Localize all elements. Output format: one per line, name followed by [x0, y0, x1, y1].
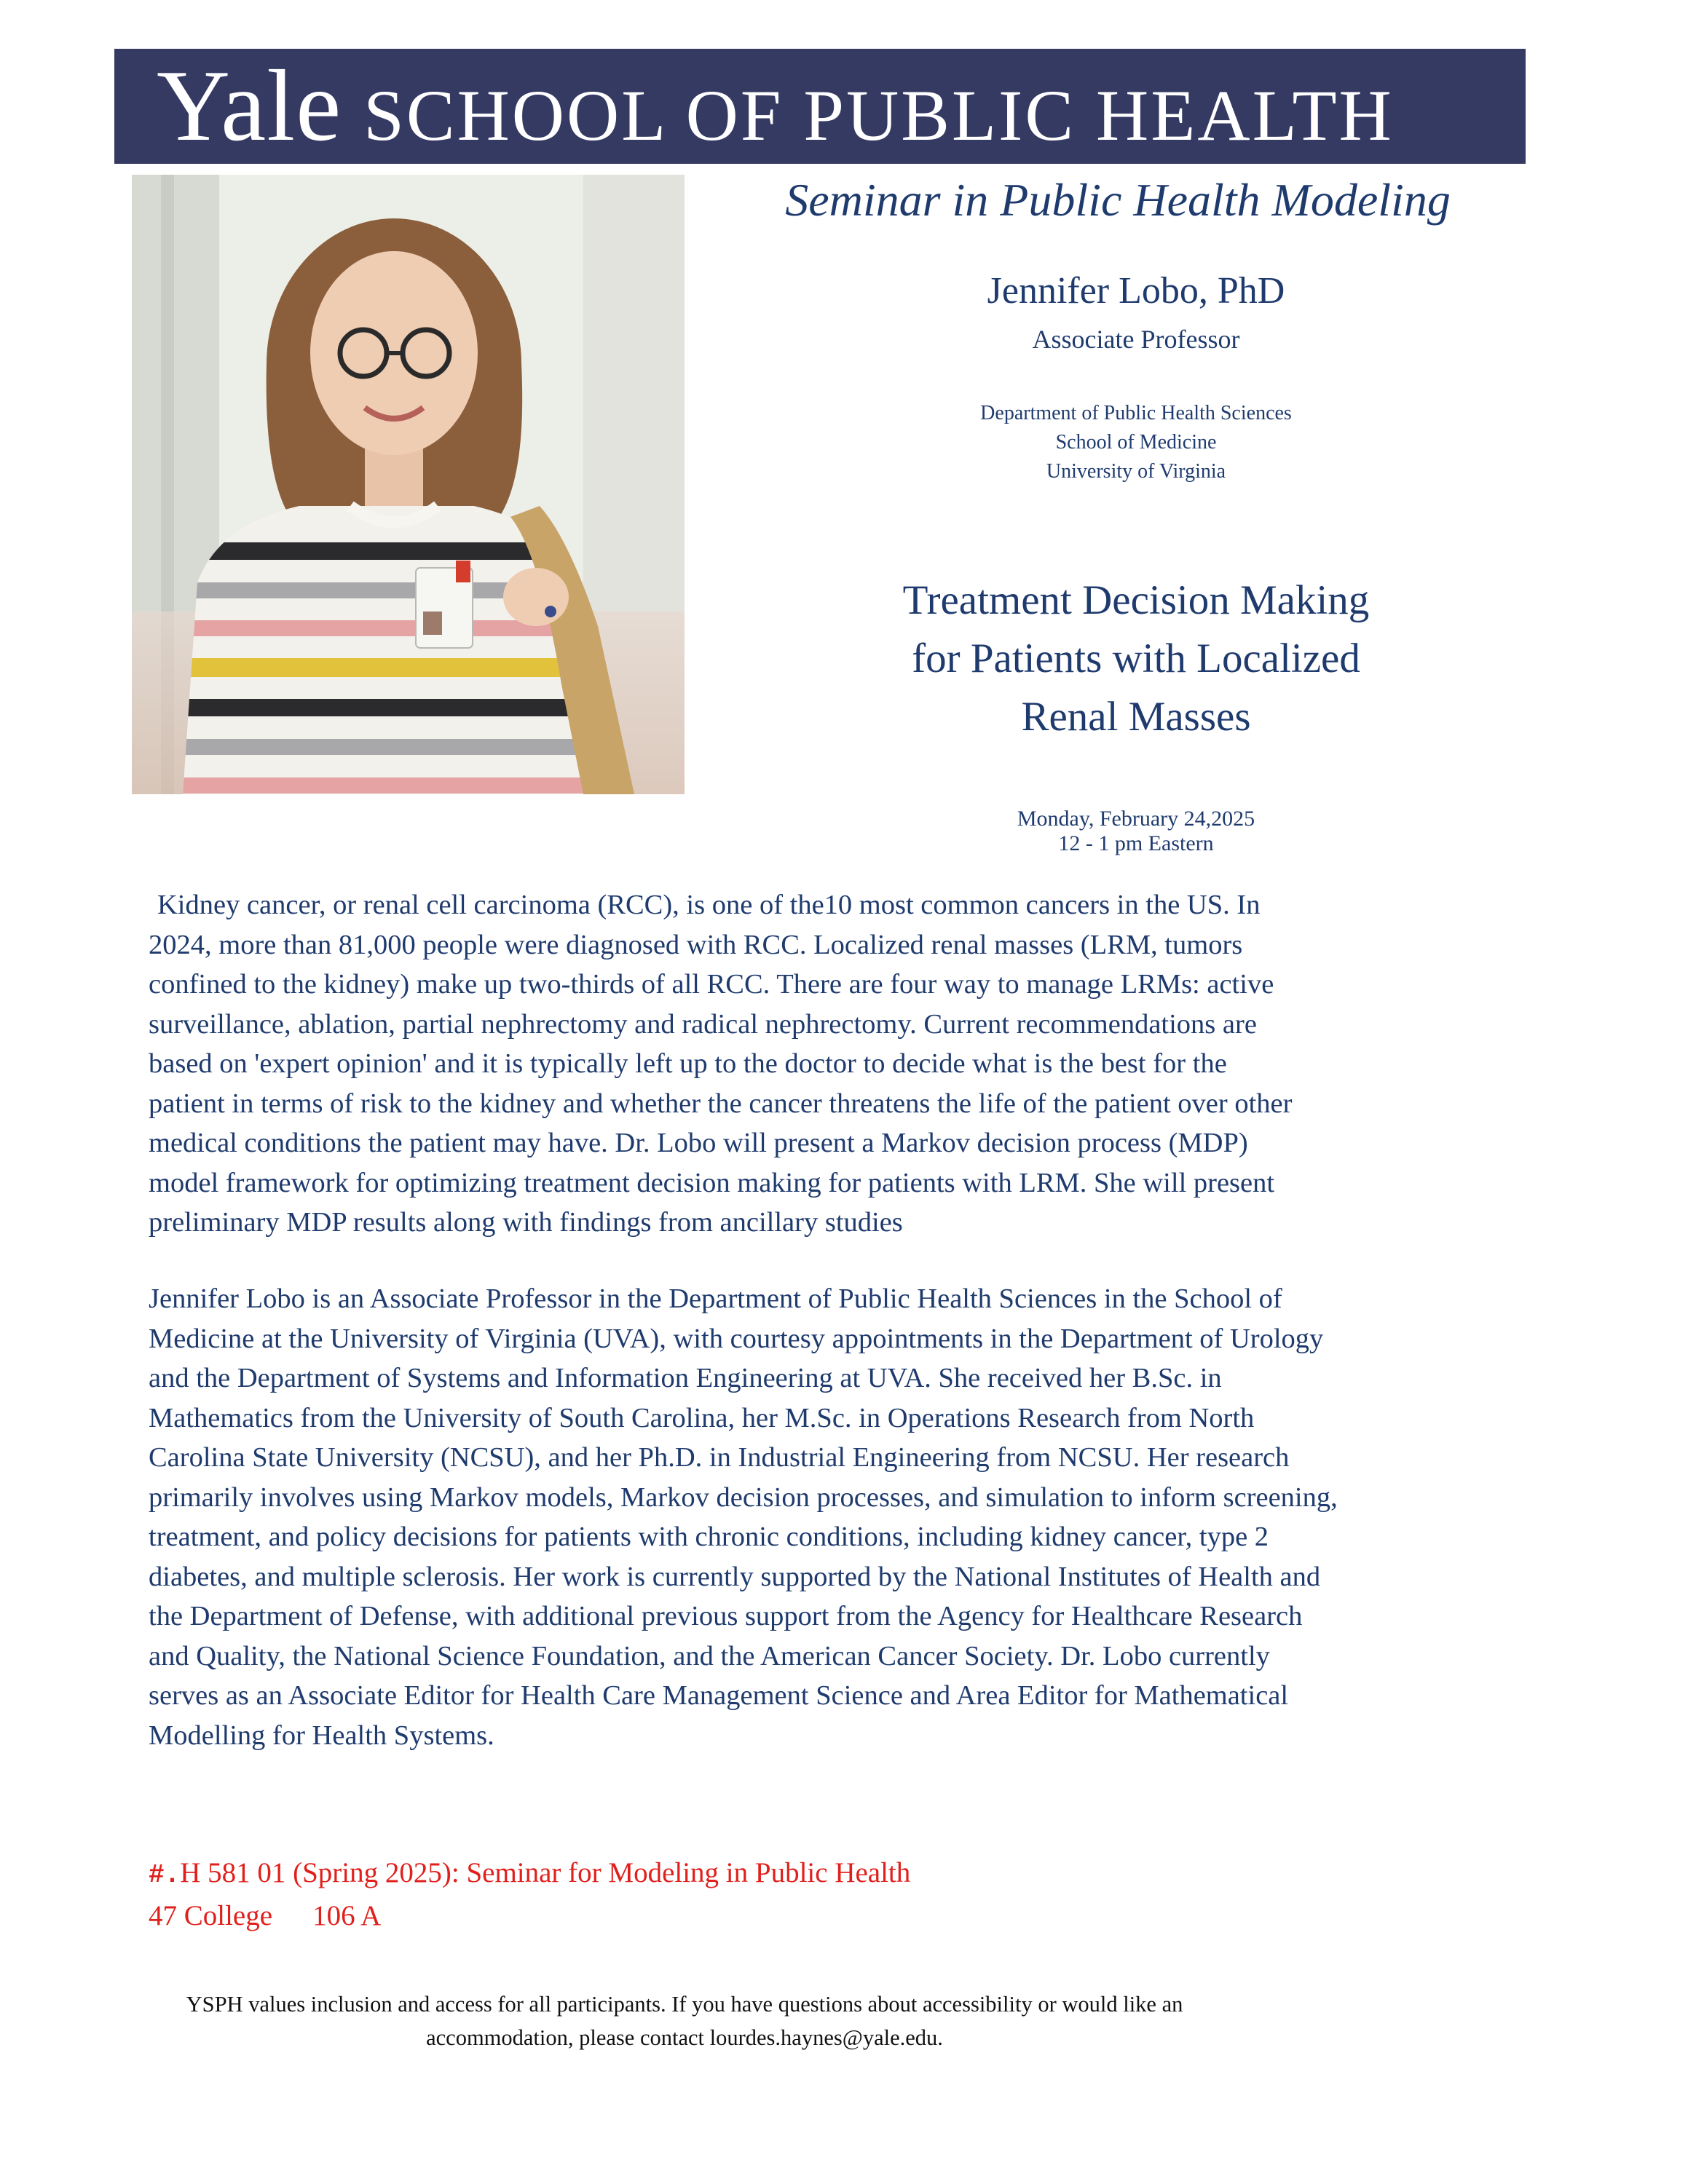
- abstract-line: preliminary MDP results along with findings from ancillary studies: [149, 1207, 903, 1238]
- talk-title-line: Treatment Decision Making: [902, 577, 1370, 623]
- affiliation-university: University of Virginia: [1046, 460, 1226, 483]
- bio-line: the Department of Defense, with additional previous support from the Agency for Healthcare Research: [149, 1601, 1303, 1631]
- header-banner: [114, 49, 1526, 164]
- accessibility-line: YSPH values inclusion and access for all participants. If you have questions about accessibility or would like an: [186, 1992, 1183, 2017]
- course-code-text: H 581 01 (Spring 2025): Seminar for Modeling in Public Health: [180, 1857, 911, 1888]
- bio-line: diabetes, and multiple sclerosis. Her work is currently supported by the National Institutes of Health and: [149, 1561, 1321, 1592]
- abstract-line: Kidney cancer, or renal cell carcinoma (RCC), is one of the10 most common cancers in the US. In: [157, 890, 1261, 920]
- talk-datetime: [845, 807, 1427, 856]
- school-name: SCHOOL OF PUBLIC HEALTH: [363, 75, 1394, 156]
- course-building: 47 College: [149, 1900, 273, 1931]
- talk-time: 12 - 1 pm Eastern: [1058, 831, 1214, 855]
- abstract-paragraph: [149, 885, 1558, 1243]
- affiliation-school: School of Medicine: [1055, 431, 1217, 454]
- seminar-series-title: Seminar in Public Health Modeling: [785, 174, 1451, 226]
- speaker-bio-paragraph: [149, 1279, 1558, 1755]
- abstract-line: model framework for optimizing treatment decision making for patients with LRM. She will present: [149, 1167, 1275, 1198]
- speaker-affiliation: [845, 399, 1427, 486]
- speaker-portrait-illustration: [132, 175, 685, 794]
- speaker-photo: [132, 175, 685, 794]
- course-code-line: [149, 1853, 1459, 1896]
- talk-title-line: Renal Masses: [1021, 694, 1251, 740]
- course-location: [149, 1896, 1459, 1936]
- yale-wordmark: Yale: [157, 50, 342, 162]
- bio-line: Jennifer Lobo is an Associate Professor in the Department of Public Health Sciences in the School of: [149, 1283, 1282, 1314]
- abstract-line: surveillance, ablation, partial nephrectomy and radical nephrectomy. Current recommendations are: [149, 1008, 1257, 1040]
- bio-line: serves as an Associate Editor for Health Care Management Science and Area Editor for Mathematical: [149, 1680, 1289, 1711]
- bio-line: Carolina State University (NCSU), and her Ph.D. in Industrial Engineering from NCSU. Her research: [149, 1442, 1290, 1473]
- speaker-name: Jennifer Lobo, PhD: [987, 270, 1285, 312]
- course-room: 106 A: [312, 1900, 382, 1931]
- abstract-line: based on 'expert opinion' and it is typically left up to the doctor to decide what is the best for the: [149, 1048, 1227, 1079]
- abstract-line: 2024, more than 81,000 people were diagnosed with RCC. Localized renal masses (LRM, tumors: [149, 929, 1243, 960]
- talk-title: [772, 571, 1500, 746]
- talk-date: Monday, February 24,2025: [1017, 807, 1255, 831]
- affiliation-department: Department of Public Health Sciences: [980, 402, 1292, 424]
- course-code-prefix: #.: [149, 1860, 181, 1890]
- bio-line: Mathematics from the University of South Carolina, her M.Sc. in Operations Research from North: [149, 1402, 1255, 1433]
- bio-line: and the Department of Systems and Information Engineering at UVA. She received her B.Sc. in: [149, 1363, 1222, 1393]
- bio-line: Modelling for Health Systems.: [149, 1720, 494, 1751]
- accessibility-statement: [87, 1987, 1282, 2054]
- bio-line: and Quality, the National Science Foundation, and the American Cancer Society. Dr. Lobo currently: [149, 1640, 1270, 1671]
- speaker-title: Associate Professor: [1032, 325, 1240, 354]
- bio-line: primarily involves using Markov models, Markov decision processes, and simulation to inform screening,: [149, 1481, 1338, 1513]
- talk-title-line: for Patients with Localized: [912, 636, 1360, 681]
- bio-line: treatment, and policy decisions for patients with chronic conditions, including kidney cancer, type 2: [149, 1522, 1269, 1552]
- bio-line: Medicine at the University of Virginia (UVA), with courtesy appointments in the Department of Urology: [149, 1323, 1324, 1354]
- course-info: [149, 1853, 1459, 1936]
- accessibility-line: accommodation, please contact lourdes.haynes@yale.edu.: [426, 2025, 943, 2050]
- abstract-line: patient in terms of risk to the kidney and whether the cancer threatens the life of the patient over other: [149, 1088, 1293, 1119]
- abstract-line: confined to the kidney) make up two-thirds of all RCC. There are four way to manage LRMs: active: [149, 969, 1274, 1000]
- abstract-line: medical conditions the patient may have. Dr. Lobo will present a Markov decision process (MDP): [149, 1128, 1248, 1158]
